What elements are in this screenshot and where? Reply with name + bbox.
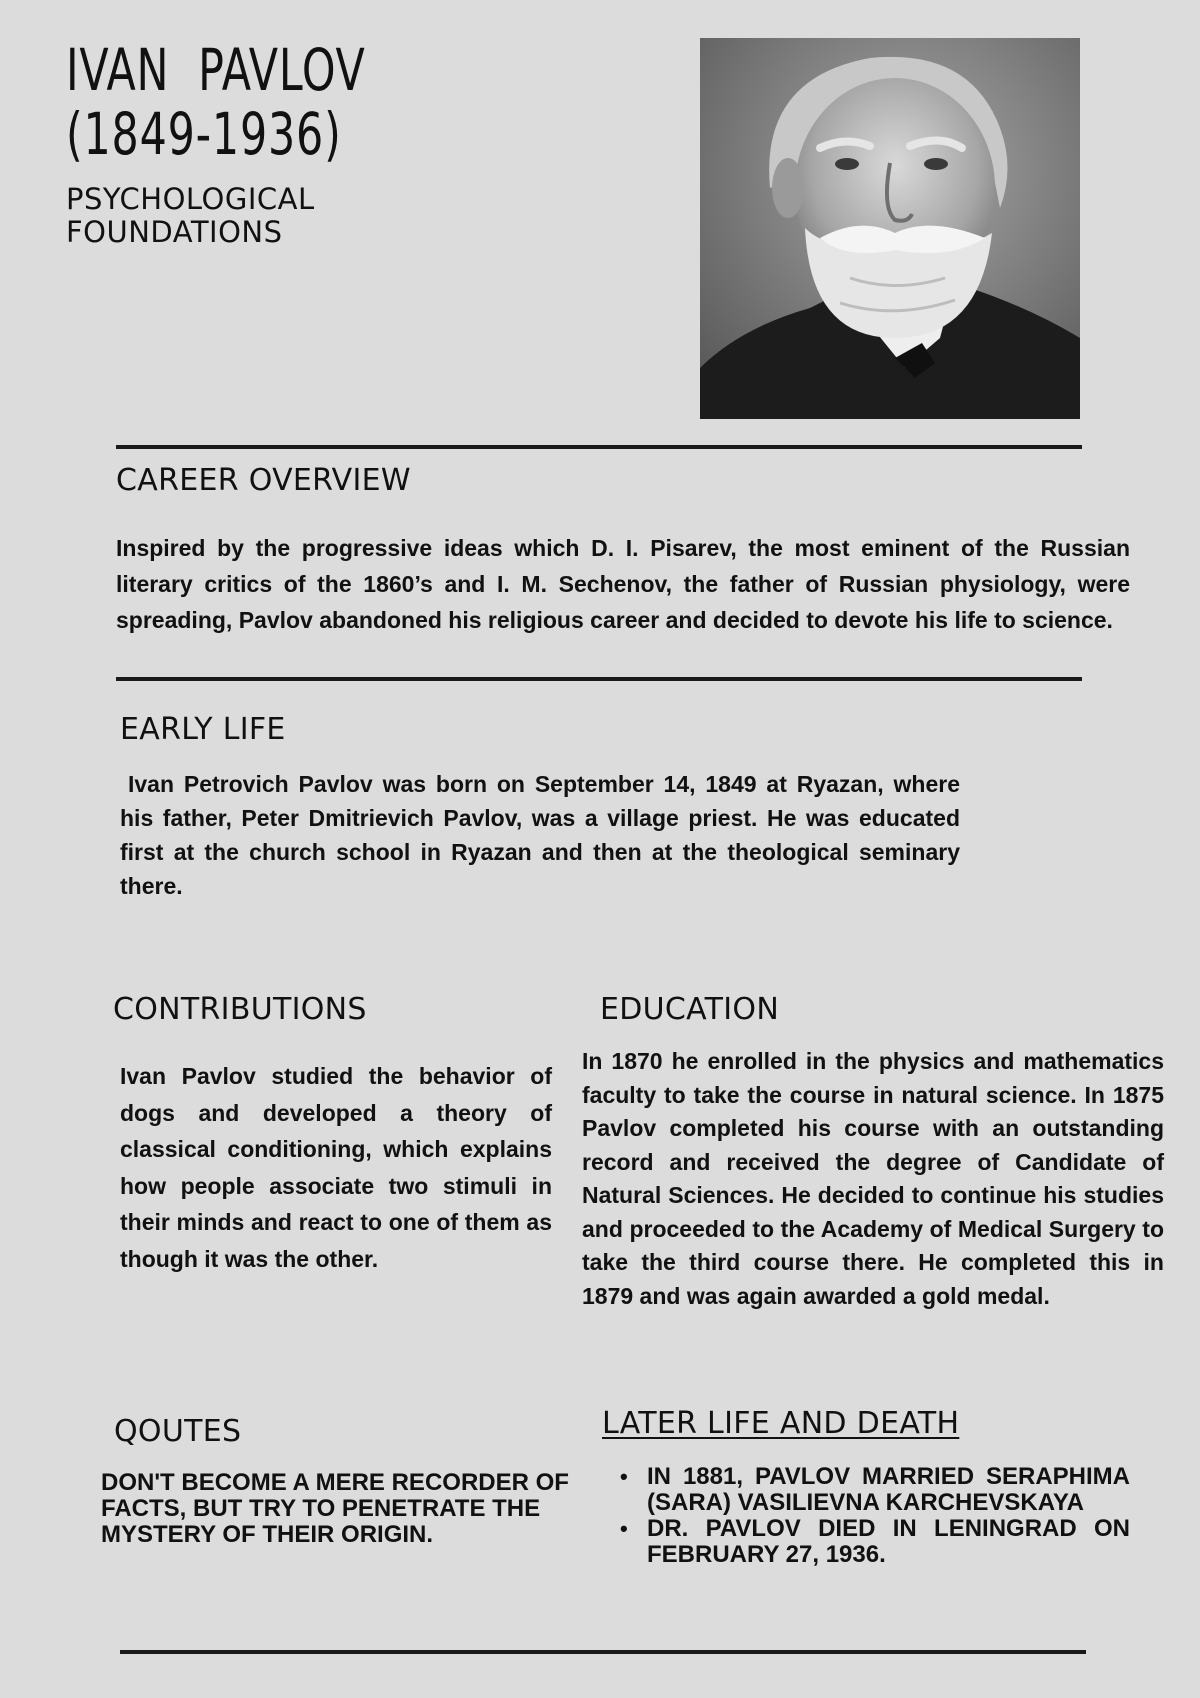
subtitle-line-1: PSYCHOLOGICAL: [66, 182, 315, 216]
later-life-item: • DR. PAVLOV DIED IN LENINGRAD ON FEBRUARY 27, 1936.: [620, 1516, 1130, 1568]
career-overview-text: Inspired by the progressive ideas which D. I. Pisarev, the most eminent of the Russian literary critics of the 1860’s and I. M. Sechenov, the father of Russian physiology, were spreading, Pavlov abandoned his religious career and decided to devote his life to science.: [116, 535, 1130, 633]
quote-text: DON'T BECOME A MERE RECORDER OF FACTS, BUT TRY TO PENETRATE THE MYSTERY OF THEIR ORIGIN.: [101, 1469, 569, 1548]
education-text: In 1870 he enrolled in the physics and mathematics faculty to take the course in natural science. In 1875 Pavlov completed his course with an outstanding record and received the degree of Candidate of Natural Sciences. He decided to continue his studies and proceeded to the Academy of Medical Surgery to take the third course there. He completed this in 1879 and was again awarded a gold medal.: [582, 1048, 1164, 1309]
later-life-list: [620, 1464, 1130, 1568]
portrait-illustration: [700, 38, 1080, 419]
contributions-heading: CONTRIBUTIONS: [113, 992, 367, 1027]
education-heading: EDUCATION: [600, 992, 780, 1027]
title-years: (1849-1936): [66, 100, 342, 168]
portrait-photo: [700, 38, 1080, 419]
divider-top: [116, 445, 1082, 449]
title-name: IVAN PAVLOV: [66, 36, 366, 104]
quotes-heading: QOUTES: [114, 1414, 242, 1449]
later-life-heading: LATER LIFE AND DEATH: [602, 1406, 960, 1441]
career-overview-heading: CAREER OVERVIEW: [116, 463, 411, 498]
page-subtitle: [66, 183, 486, 249]
divider-bottom: [120, 1650, 1086, 1654]
page-title: [66, 38, 443, 166]
later-life-item: • IN 1881, PAVLOV MARRIED SERAPHIMA (SARA) VASILIEVNA KARCHEVSKAYA: [620, 1464, 1130, 1516]
subtitle-line-2: FOUNDATIONS: [66, 215, 283, 249]
contributions-text: Ivan Pavlov studied the behavior of dogs and developed a theory of classical conditioning, which explains how people associate two stimuli in their minds and react to one of them as though it was the other.: [120, 1063, 552, 1272]
early-life-text: Ivan Petrovich Pavlov was born on September 14, 1849 at Ryazan, where his father, Peter Dmitrievich Pavlov, was a village priest. He was educated first at the church school in Ryazan and then at the theological seminary there.: [120, 771, 960, 899]
divider-career: [116, 677, 1082, 681]
early-life-heading: EARLY LIFE: [120, 712, 286, 747]
